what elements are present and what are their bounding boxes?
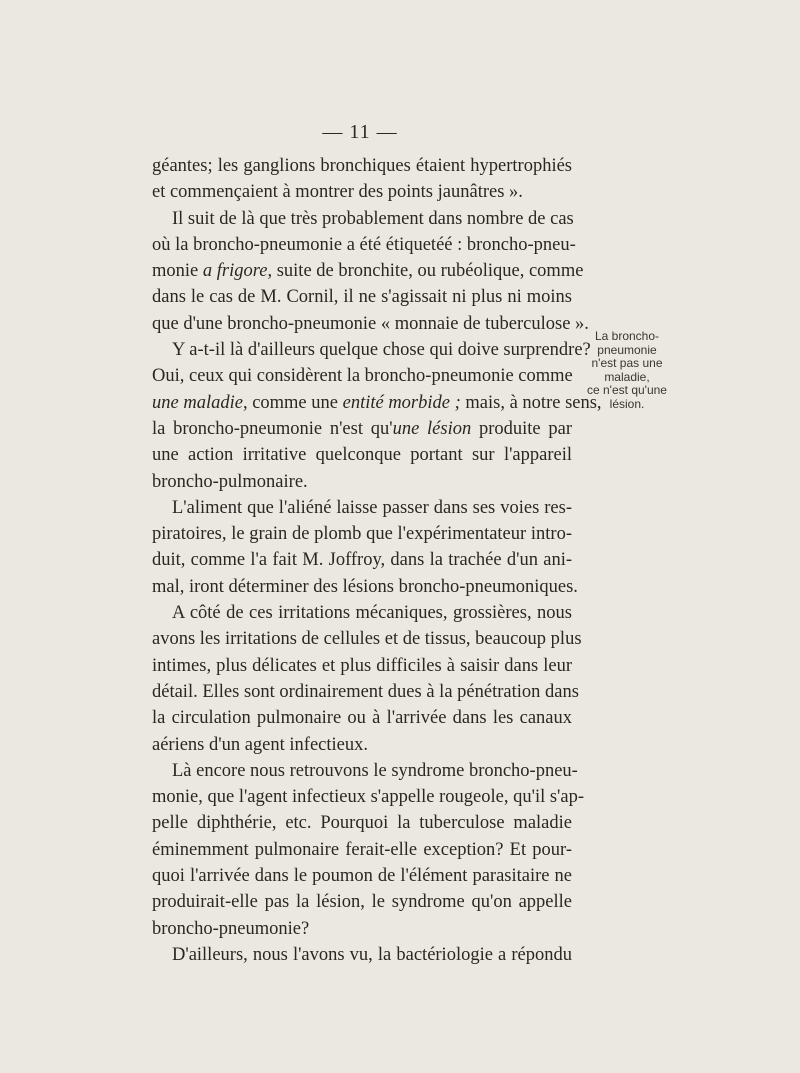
text-run: éminemment pulmonaire ferait-elle exception? Et pour-: [152, 839, 572, 860]
text-line: [152, 390, 602, 416]
text-line: [152, 284, 572, 310]
text-run: la broncho-pneumonie n'est qu': [152, 418, 393, 439]
text-line: [152, 574, 578, 600]
text-run: mal, iront déterminer des lésions broncho-pneumoniques.: [152, 576, 578, 597]
italic-text: une maladie: [152, 392, 243, 413]
marginal-note-line: n'est pas une: [591, 356, 663, 370]
text-run: , suite de bronchite, ou rubéolique, comme: [267, 261, 584, 282]
text-line: [152, 810, 572, 836]
text-run: aériens d'un agent infectieux.: [152, 734, 368, 755]
italic-text: a frigore: [202, 261, 268, 282]
text-run: détail. Elles sont ordinairement dues à la pénétration dans: [152, 681, 579, 702]
text-run: Y a-t-il là d'ailleurs quelque chose qui doive surprendre?: [172, 340, 591, 361]
text-line: [152, 889, 572, 915]
text-run: une action irritative quelconque portant sur l'appareil: [152, 445, 572, 466]
text-run: la circulation pulmonaire ou à l'arrivée dans les canaux: [152, 708, 572, 729]
text-line: [152, 206, 572, 232]
text-run: pelle diphthérie, etc. Pourquoi la tuberculose maladie: [152, 813, 572, 834]
text-line: [152, 337, 591, 363]
text-run: D'ailleurs, nous l'avons vu, la bactériologie a répondu: [172, 944, 572, 965]
text-run: Oui, ceux qui considèrent la broncho-pneumonie comme: [152, 366, 573, 387]
text-run: monie, que l'agent infectieux s'appelle rougeole, qu'il s'ap-: [152, 787, 585, 808]
text-line: [152, 153, 572, 179]
text-run: intimes, plus délicates et plus difficiles à saisir dans leur: [152, 655, 572, 676]
text-line: [152, 758, 578, 784]
text-run: produite par: [471, 418, 572, 439]
text-run: broncho-pulmonaire.: [152, 471, 308, 492]
text-line: [152, 600, 572, 626]
text-line: [152, 732, 572, 758]
text-line: [152, 416, 572, 442]
text-run: avons les irritations de cellules et de tissus, beaucoup plus: [152, 629, 582, 650]
text-run: Il suit de là que très probablement dans nombre de cas: [172, 208, 574, 229]
text-run: A côté de ces irritations mécaniques, grossières, nous: [172, 603, 572, 624]
marginal-note-line: La broncho-: [594, 329, 660, 343]
text-line: [152, 784, 585, 810]
text-line: [152, 679, 579, 705]
italic-text: entité morbide ;: [342, 392, 461, 413]
text-line: [152, 311, 589, 337]
text-run: monie: [152, 261, 203, 282]
text-run: et commençaient à montrer des points jaunâtres ».: [152, 182, 523, 203]
text-line: [152, 442, 572, 468]
page-number: — 11 —: [322, 121, 398, 143]
marginal-note: [582, 330, 672, 411]
body-text: [152, 153, 602, 968]
text-line: [152, 469, 572, 495]
text-run: dans le cas de M. Cornil, il ne s'agissait ni plus ni moins: [152, 287, 572, 308]
text-line: [152, 916, 572, 942]
text-run: L'aliment que l'aliéné laisse passer dans ses voies res-: [172, 497, 572, 518]
text-line: [152, 942, 572, 968]
text-run: où la broncho-pneumonie a été étiquetéé : broncho-pneu-: [152, 234, 576, 255]
text-line: [152, 232, 576, 258]
text-run: , comme une: [242, 392, 343, 413]
italic-text: une lésion: [392, 418, 472, 439]
text-line: [152, 363, 572, 389]
text-run: mais, à notre sens,: [460, 392, 602, 413]
marginal-note-line: ce n'est qu'une: [587, 383, 667, 397]
marginal-note-line: lésion.: [609, 396, 645, 411]
text-run: piratoires, le grain de plomb que l'expérimentateur intro-: [152, 524, 572, 545]
text-run: que d'une broncho-pneumonie « monnaie de tuberculose ».: [152, 313, 589, 334]
marginal-note-line: maladie,: [604, 369, 650, 384]
text-line: [152, 495, 572, 521]
text-line: [152, 179, 572, 205]
text-run: quoi l'arrivée dans le poumon de l'élément parasitaire ne: [152, 866, 572, 887]
text-line: [152, 837, 572, 863]
text-line: [152, 863, 572, 889]
text-line: [152, 653, 572, 679]
text-run: produirait-elle pas la lésion, le syndrome qu'on appelle: [152, 892, 572, 913]
marginal-note-line: pneumonie: [597, 342, 657, 357]
text-run: duit, comme l'a fait M. Joffroy, dans la trachée d'un ani-: [152, 550, 572, 571]
text-line: [152, 705, 572, 731]
text-run: géantes; les ganglions bronchiques étaient hypertrophiés: [152, 156, 572, 176]
text-line: [152, 626, 582, 652]
text-run: Là encore nous retrouvons le syndrome broncho-pneu-: [172, 760, 578, 781]
text-run: broncho-pneumonie?: [152, 918, 310, 939]
text-line: [152, 258, 584, 284]
text-line: [152, 547, 572, 573]
text-line: [152, 521, 572, 547]
